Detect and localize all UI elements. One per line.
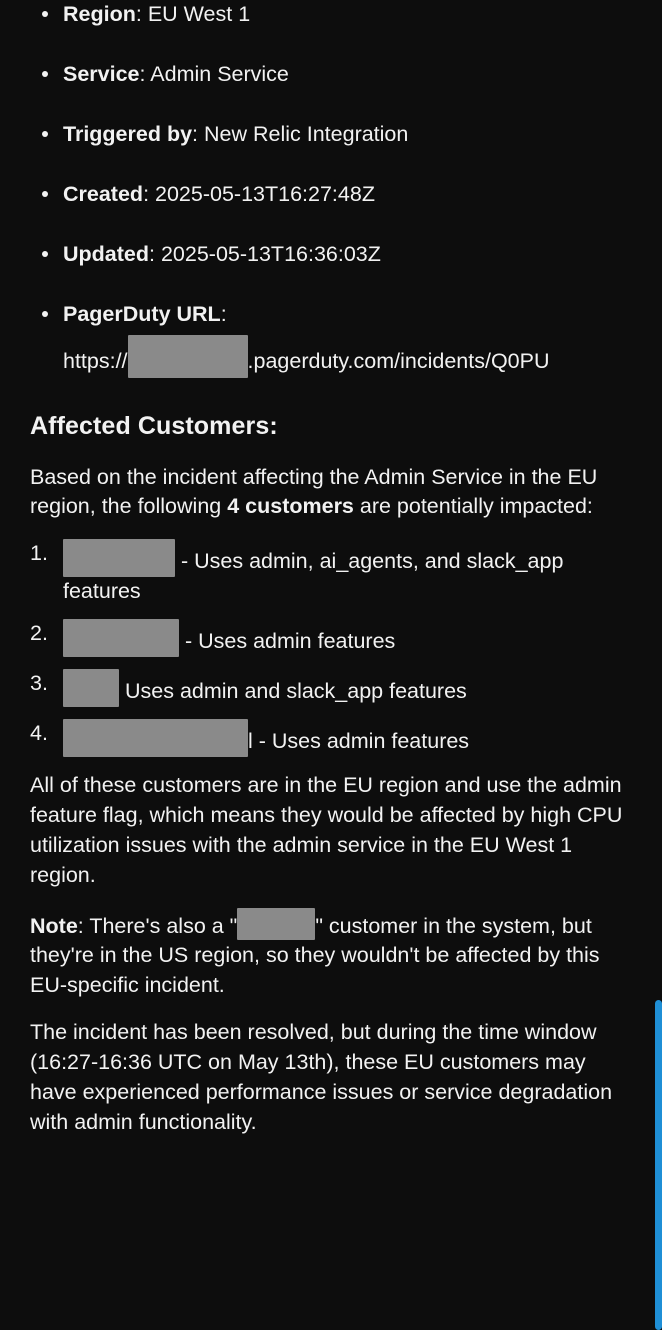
pagerduty-url-value[interactable] <box>63 335 632 378</box>
vertical-scrollbar[interactable] <box>655 1000 662 1330</box>
field-label-triggered-by: Triggered by <box>63 122 193 147</box>
note-label: Note <box>30 913 78 938</box>
field-value-triggered-by: New Relic Integration <box>204 122 409 147</box>
field-sep: : <box>135 2 148 26</box>
redaction-block-us-customer <box>237 908 315 940</box>
field-value-service: Admin Service <box>150 62 289 87</box>
customer-3-detail: Uses admin and slack_app features <box>124 679 467 703</box>
field-value-updated: 2025-05-13T16:36:03Z <box>160 242 381 267</box>
list-item <box>30 619 632 657</box>
list-item-triggered-by <box>30 120 632 149</box>
field-label-pagerduty-url: PagerDuty URL <box>63 302 221 327</box>
affected-customers-summary: All of these customers are in the EU region and use the admin feature flag, which means they would be affected by high CPU utilization issues with the admin service in the EU West 1 region. <box>30 773 623 887</box>
list-item-created <box>30 180 632 209</box>
field-sep: : <box>192 122 204 147</box>
field-sep: : <box>220 302 227 327</box>
field-label-updated: Updated <box>63 242 149 267</box>
field-sep: : <box>149 242 161 267</box>
redaction-block-subdomain <box>128 335 248 378</box>
list-item-region <box>30 0 632 29</box>
customer-2-detail: - Uses admin features <box>184 629 396 653</box>
field-label-created: Created <box>63 182 144 207</box>
incident-metadata-list <box>30 0 632 378</box>
list-item-service <box>30 60 632 89</box>
intro-text-part2: are potentially impacted: <box>353 494 593 519</box>
field-label-service: Service <box>63 62 140 87</box>
field-value-created: 2025-05-13T16:27:48Z <box>155 182 375 207</box>
affected-customers-intro <box>30 463 632 523</box>
redaction-block-customer-1 <box>63 539 175 577</box>
redaction-block-customer-3 <box>63 669 119 707</box>
customer-1-detail: - Uses admin, ai_agents, and slack_app features <box>63 549 564 604</box>
list-item <box>30 719 632 757</box>
field-sep: : <box>143 182 156 207</box>
note-text-part1: : There's also a " <box>77 913 238 938</box>
url-suffix: .pagerduty.com/incidents/Q0PU <box>247 349 550 374</box>
resolution-paragraph: The incident has been resolved, but during the time window (16:27-16:36 UTC on May 13th), these EU customers may have experienced performance issues or service degradation with admin functionality. <box>30 1020 613 1134</box>
customer-4-detail: l - Uses admin features <box>248 729 470 753</box>
field-sep: : <box>139 62 151 87</box>
field-value-region: EU West 1 <box>147 2 251 26</box>
list-item-pagerduty-url <box>30 300 632 378</box>
url-prefix: https:// <box>63 349 128 374</box>
intro-text-part1: Based on the incident affecting the Admin Service in the EU region, the following <box>30 464 598 519</box>
list-item <box>30 669 632 707</box>
note-paragraph <box>30 908 632 1002</box>
intro-count-bold: 4 customers <box>227 494 354 519</box>
field-label-region: Region <box>63 2 136 26</box>
list-item-updated <box>30 240 632 269</box>
affected-customers-list <box>30 539 632 757</box>
section-heading-affected-customers: Affected Customers: <box>30 412 278 441</box>
list-item <box>30 539 632 607</box>
redaction-block-customer-2 <box>63 619 179 657</box>
note-text-part2: " customer in the system, but they're in the US region, so they wouldn't be affected by this EU-specific incident. <box>30 913 600 998</box>
redaction-block-customer-4 <box>63 719 248 757</box>
